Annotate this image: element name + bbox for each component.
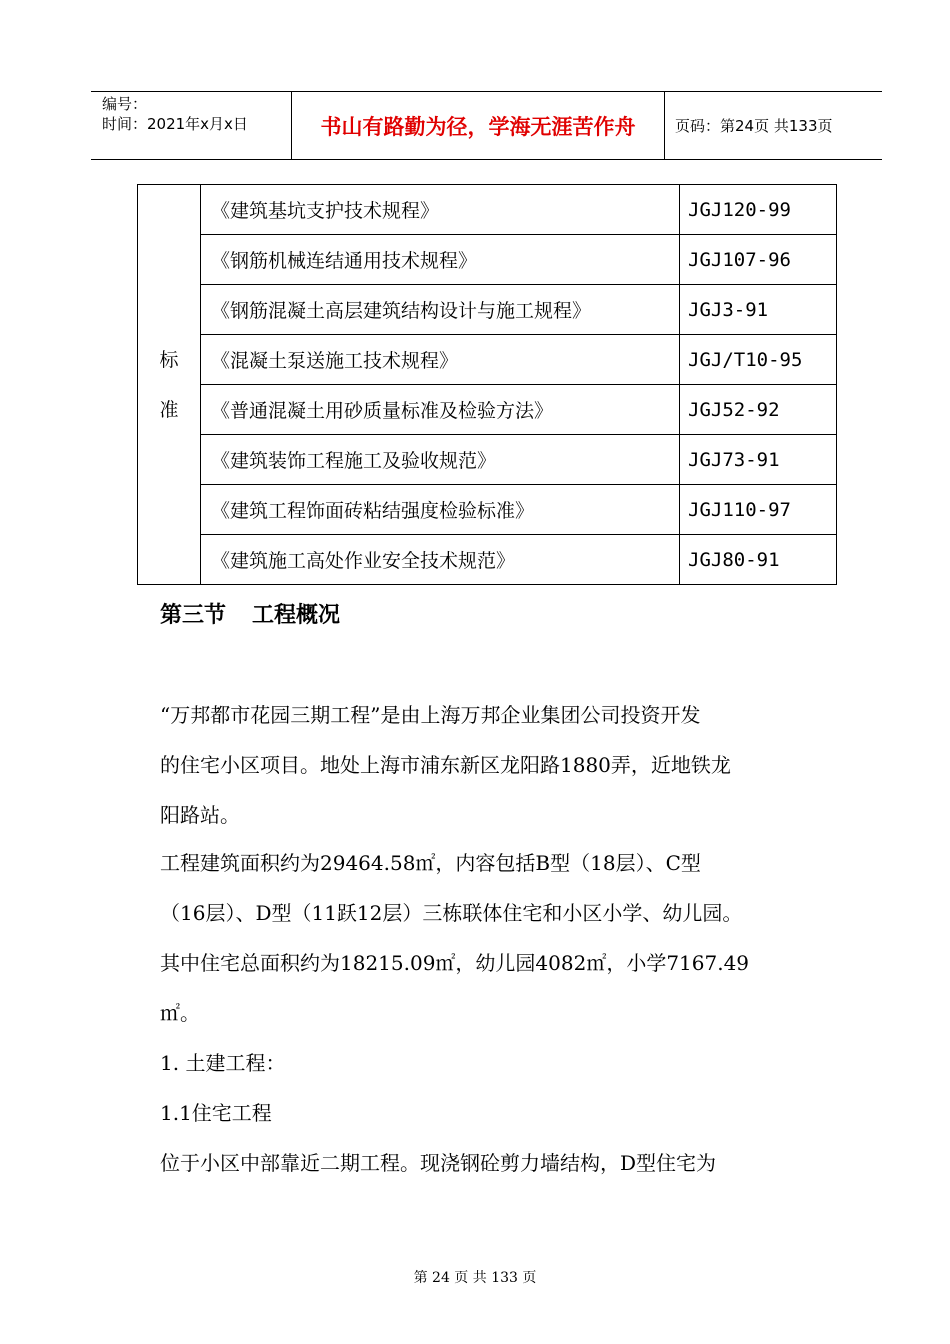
subheading-civil bbox=[160, 1038, 820, 1088]
section-heading bbox=[160, 598, 340, 629]
header-page-label: 页码：第24页 共133页 bbox=[675, 117, 833, 135]
paragraph-residential bbox=[160, 1138, 820, 1188]
standard-name: 《建筑基坑支护技术规程》 bbox=[201, 185, 680, 235]
section-number: 第三节 bbox=[160, 603, 227, 628]
standards-row bbox=[138, 435, 837, 485]
text-line: “万邦都市花园三期工程”是由上海万邦企业集团公司投资开发 bbox=[160, 703, 701, 727]
standard-name: 《钢筋混凝土高层建筑结构设计与施工规程》 bbox=[201, 285, 680, 335]
standard-name: 《建筑装饰工程施工及验收规范》 bbox=[201, 435, 680, 485]
page-header bbox=[91, 91, 882, 160]
text-line: 工程建筑面积约为29464.58㎡，内容包括B型（18层）、C型 bbox=[160, 851, 701, 875]
text-line: 其中住宅总面积约为18215.09㎡，幼儿园4082㎡，小学7167.49 bbox=[160, 951, 750, 975]
standard-name: 《普通混凝土用砂质量标准及检验方法》 bbox=[201, 385, 680, 435]
standards-row bbox=[138, 285, 837, 335]
section-title: 工程概况 bbox=[252, 603, 341, 628]
time-label: 时间：2021年x月x日 bbox=[102, 115, 248, 133]
standard-code: JGJ80-91 bbox=[680, 535, 837, 585]
standard-name: 《混凝土泵送施工技术规程》 bbox=[201, 335, 680, 385]
number-label: 编号： bbox=[102, 95, 148, 113]
standard-code: JGJ52-92 bbox=[680, 385, 837, 435]
page-footer: 第 24 页 共 133 页 bbox=[413, 1270, 537, 1286]
category-char: 准 bbox=[159, 398, 179, 421]
standards-row bbox=[138, 235, 837, 285]
standards-row bbox=[138, 485, 837, 535]
standards-category bbox=[138, 185, 201, 585]
category-char: 标 bbox=[159, 348, 179, 371]
text-line: 位于小区中部靠近二期工程。现浇钢砼剪力墙结构，D型住宅为 bbox=[160, 1151, 717, 1175]
paragraph-area bbox=[160, 838, 820, 1038]
standard-code: JGJ73-91 bbox=[680, 435, 837, 485]
standard-name: 《钢筋机械连结通用技术规程》 bbox=[201, 235, 680, 285]
standard-code: JGJ110-97 bbox=[680, 485, 837, 535]
standard-name: 《建筑施工高处作业安全技术规范》 bbox=[201, 535, 680, 585]
standards-table bbox=[137, 184, 837, 585]
text-line: ㎡。 bbox=[160, 1001, 200, 1025]
text-line: 1. 土建工程： bbox=[160, 1051, 286, 1075]
standards-row bbox=[138, 385, 837, 435]
text-line: 1.1住宅工程 bbox=[160, 1101, 272, 1125]
paragraph-intro bbox=[160, 690, 820, 840]
standard-code: JGJ120-99 bbox=[680, 185, 837, 235]
standard-code: JGJ107-96 bbox=[680, 235, 837, 285]
standard-name: 《建筑工程饰面砖粘结强度检验标准》 bbox=[201, 485, 680, 535]
standards-row bbox=[138, 535, 837, 585]
standards-row bbox=[138, 335, 837, 385]
text-line: 的住宅小区项目。地处上海市浦东新区龙阳路1880弄，近地铁龙 bbox=[160, 753, 731, 777]
header-meta bbox=[91, 92, 292, 159]
standard-code: JGJ3-91 bbox=[680, 285, 837, 335]
header-motto: 书山有路勤为径，学海无涯苦作舟 bbox=[292, 92, 665, 159]
standard-code: JGJ/T10-95 bbox=[680, 335, 837, 385]
text-line: 阳路站。 bbox=[160, 803, 240, 827]
text-line: （16层）、D型（11跃12层）三栋联体住宅和小区小学、幼儿园。 bbox=[160, 901, 743, 925]
subheading-residential bbox=[160, 1088, 820, 1138]
standards-row bbox=[138, 185, 837, 235]
